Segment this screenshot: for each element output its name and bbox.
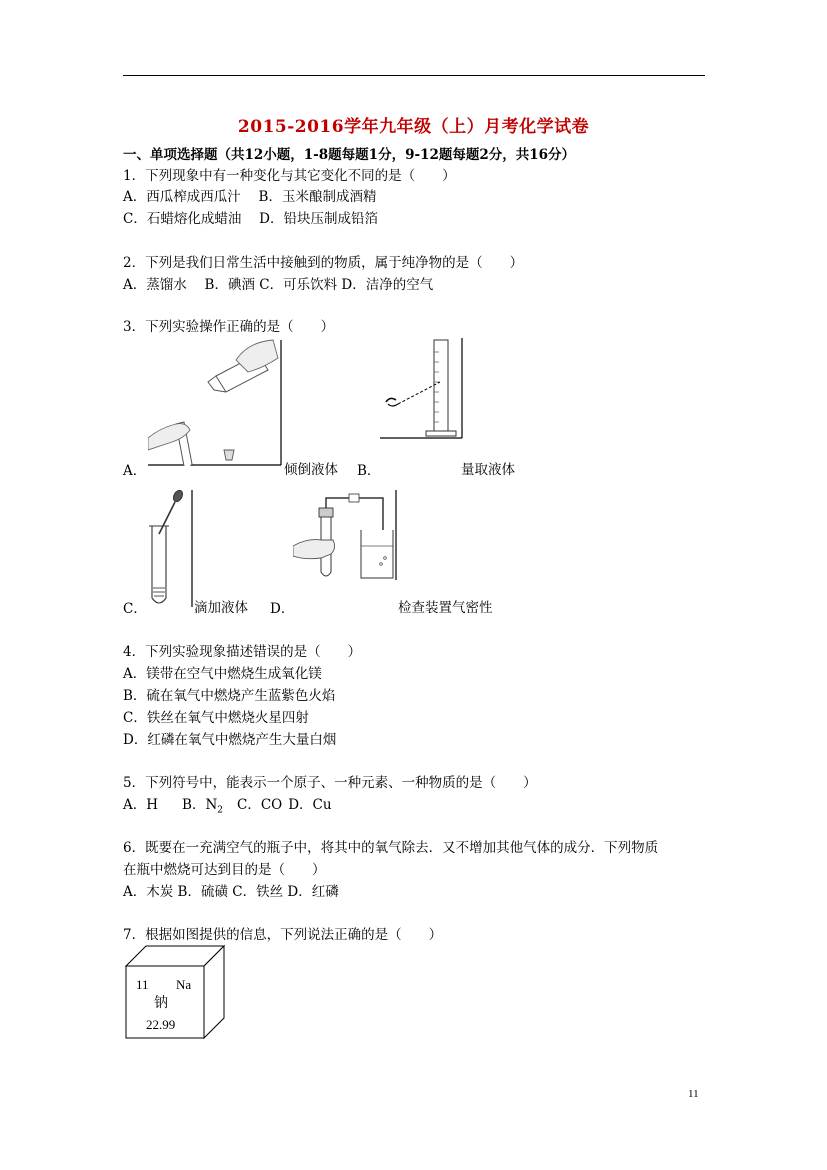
q6-stem-line2: 在瓶中燃烧可达到目的是（ ） [123,862,326,878]
q1-options-row1: A．西瓜榨成西瓜汁 B．玉米酿制成酒精 [123,189,377,205]
q7-stem: 7．根据如图提供的信息，下列说法正确的是（ ） [123,927,443,943]
q1-stem: 1．下列现象中有一种变化与其它变化不同的是（ ） [123,168,456,184]
q2-stem: 2．下列是我们日常生活中接触到的物质，属于纯净物的是（ ） [123,255,524,271]
q6-stem-line1: 6．既要在一充满空气的瓶子中，将其中的氧气除去．又不增加其他气体的成分．下列物质 [123,840,659,856]
q5-option-a: A．H [123,797,159,813]
q5-stem: 5．下列符号中，能表示一个原子、一种元素、一种物质的是（ ） [123,775,537,791]
q3-caption-a: 倾倒液体 [284,462,338,478]
q5-option-b: B．$N_2$ [182,797,223,816]
q3-option-b: B． [357,463,381,479]
page-title: 2015-2016学年九年级（上）月考化学试卷 [237,117,590,137]
figure-pouring-liquid [148,338,283,466]
q2-options-row1: A．蒸馏水 B．碘酒 C．可乐饮料 D．洁净的空气 [123,277,434,293]
q1-options-row2: C．石蜡熔化成蜡油 D．铅块压制成铅箔 [123,211,378,227]
q5-option-d: D．Cu [288,797,332,813]
section-heading: 一、单项选择题（共12小题，1-8题每题1分，9-12题每题2分，共16分） [123,147,576,163]
q3-option-a: A． [123,463,147,479]
q4-option-a: A．镁带在空气中燃烧生成氧化镁 [123,666,322,682]
figure-airtightness-check [293,488,398,583]
q5-options [123,796,332,820]
q4-option-d: D．红磷在氧气中燃烧产生大量白烟 [123,732,337,748]
q3-caption-d: 检查装置气密性 [398,600,493,616]
q3-caption-b: 量取液体 [461,462,515,478]
q3-option-d: D． [270,601,295,617]
header-rule [123,75,705,76]
q4-stem: 4．下列实验现象描述错误的是（ ） [123,644,362,660]
page-number: 11 [688,1088,699,1100]
element-name: 钠 [154,995,168,1011]
figure-measuring-liquid [380,338,465,440]
q3-stem: 3．下列实验操作正确的是（ ） [123,319,335,335]
q5-option-c: C．CO [237,797,283,813]
element-number: 11 [136,977,149,992]
q3-option-c: C． [123,601,147,617]
element-card-sodium [124,944,226,1040]
q4-option-b: B．硫在氧气中燃烧产生蓝紫色火焰 [123,688,336,704]
figure-dropping-liquid [145,490,195,608]
q6-options: A．木炭 B．硫磺 C．铁丝 D．红磷 [123,884,339,900]
element-mass: 22.99 [146,1017,176,1032]
q4-option-c: C．铁丝在氧气中燃烧火星四射 [123,710,309,726]
q3-caption-c: 滴加液体 [194,600,248,616]
element-symbol: Na [176,977,192,992]
